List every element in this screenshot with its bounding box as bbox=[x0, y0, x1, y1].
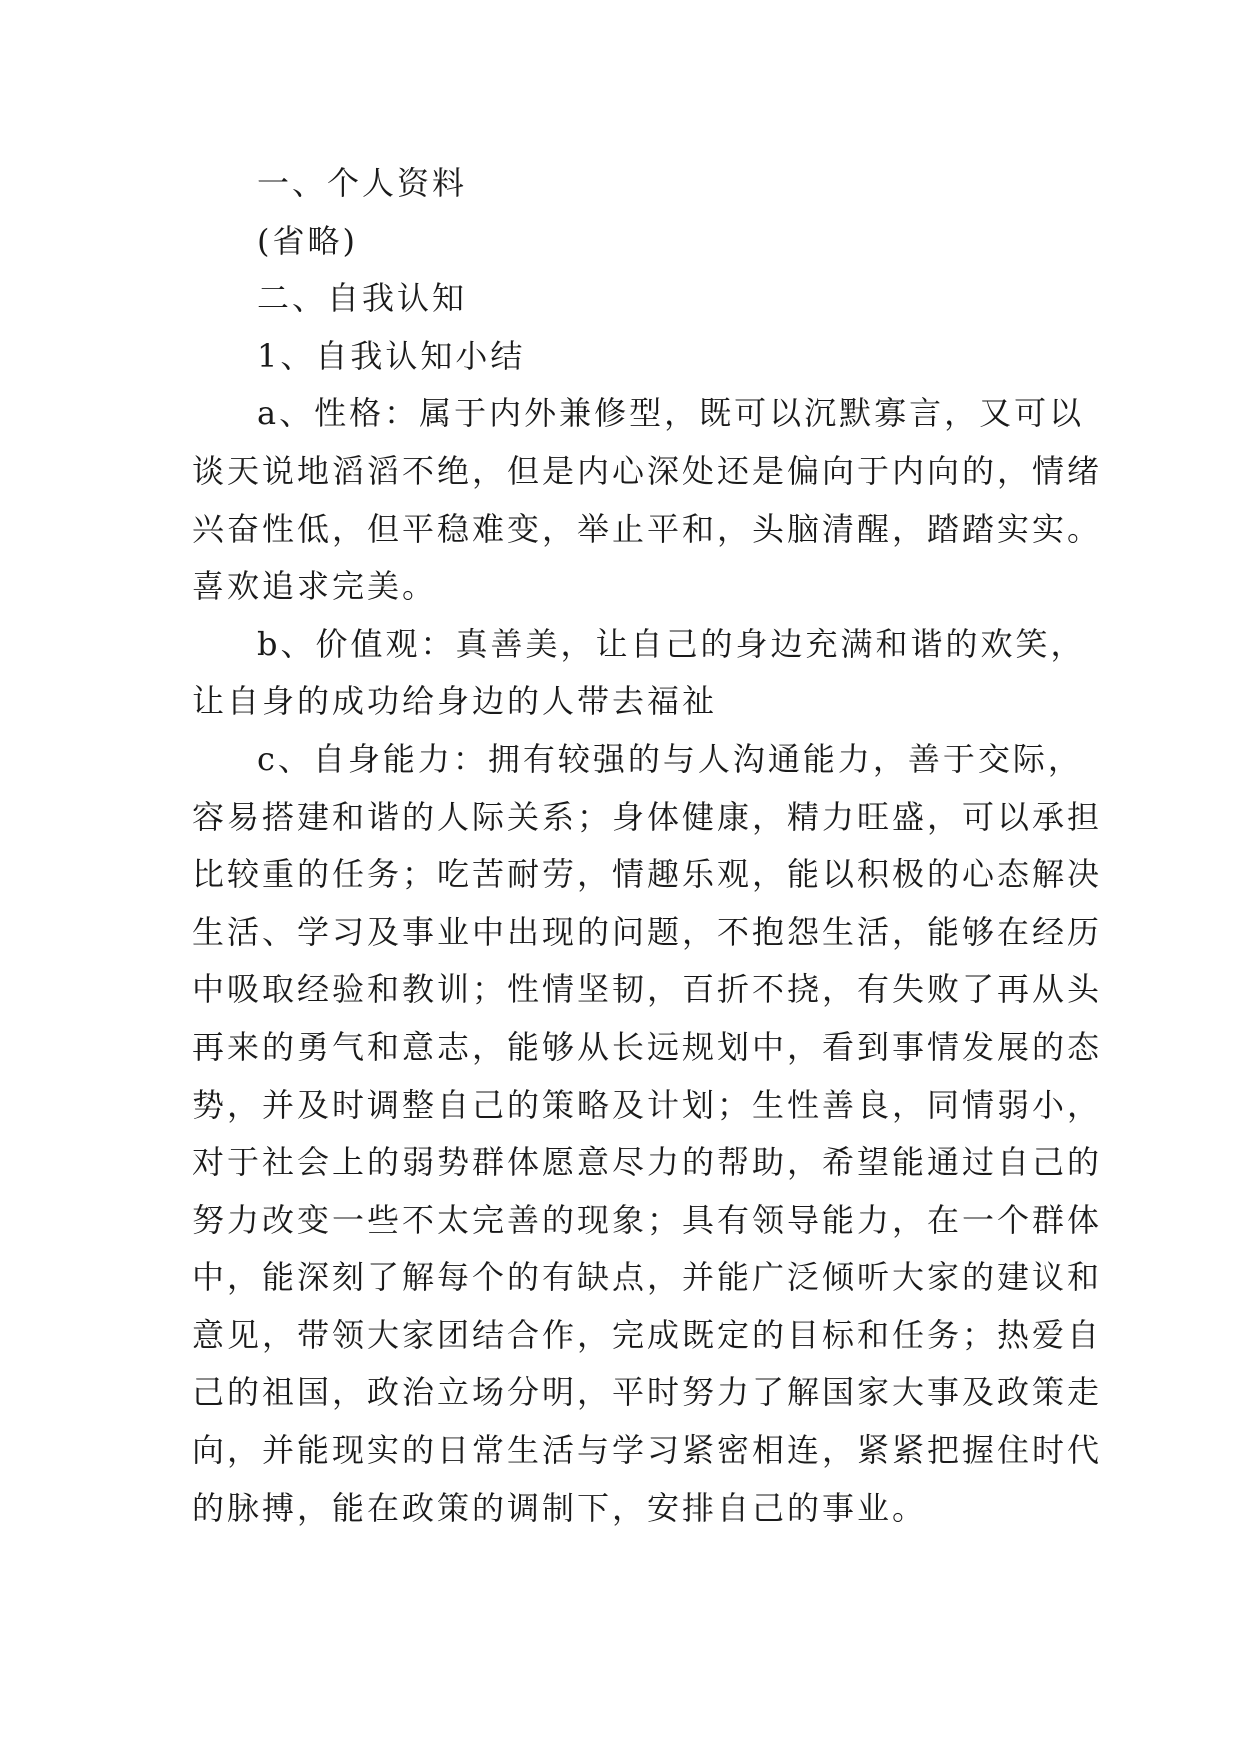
paragraph-line: 势，并及时调整自己的策略及计划；生性善良，同情弱小， bbox=[192, 1085, 1103, 1124]
paragraph-line: 中吸取经验和教训；性情坚韧，百折不挠，有失败了再从头 bbox=[192, 970, 1103, 1009]
paragraph-line: 意见，带领大家团结合作，完成既定的目标和任务；热爱自 bbox=[192, 1315, 1103, 1354]
paragraph-line: 努力改变一些不太完善的现象；具有领导能力，在一个群体 bbox=[192, 1200, 1103, 1239]
paragraph-line: 再来的勇气和意志，能够从长远规划中，看到事情发展的态 bbox=[192, 1027, 1103, 1066]
paragraph-line: 比较重的任务；吃苦耐劳，情趣乐观，能以积极的心态解决 bbox=[192, 855, 1103, 894]
omitted-note: (省略) bbox=[257, 221, 358, 260]
paragraph-line: 对于社会上的弱势群体愿意尽力的帮助，希望能通过自己的 bbox=[192, 1143, 1103, 1182]
section-heading-self-awareness: 二、自我认知 bbox=[257, 279, 468, 318]
paragraph-line: 兴奋性低，但平稳难变，举止平和，头脑清醒，踏踏实实。 bbox=[192, 509, 1103, 548]
paragraph-personality bbox=[192, 385, 1103, 615]
paragraph-line: 中，能深刻了解每个的有缺点，并能广泛倾听大家的建议和 bbox=[192, 1258, 1103, 1297]
paragraph-line: 的脉搏，能在政策的调制下，安排自己的事业。 bbox=[192, 1488, 928, 1527]
subsection-heading-summary: 1、自我认知小结 bbox=[257, 336, 526, 375]
paragraph-line: c、自身能力：拥有较强的与人沟通能力，善于交际， bbox=[257, 739, 1083, 778]
paragraph-line: 生活、学习及事业中出现的问题，不抱怨生活，能够在经历 bbox=[192, 912, 1103, 951]
paragraph-line: 向，并能现实的日常生活与学习紧密相连，紧紧把握住时代 bbox=[192, 1431, 1103, 1470]
paragraph-line: 谈天说地滔滔不绝，但是内心深处还是偏向于内向的，情绪 bbox=[192, 451, 1103, 490]
paragraph-values bbox=[192, 616, 1086, 731]
paragraph-line: 让自身的成功给身边的人带去福祉 bbox=[192, 682, 718, 721]
paragraph-line: 己的祖国，政治立场分明，平时努力了解国家大事及政策走 bbox=[192, 1373, 1103, 1412]
section-heading-personal-info: 一、个人资料 bbox=[257, 164, 468, 202]
paragraph-line: a、性格：属于内外兼修型，既可以沉默寡言，又可以 bbox=[257, 394, 1085, 433]
paragraph-abilities bbox=[192, 731, 1103, 1537]
paragraph-line: b、价值观：真善美，让自己的身边充满和谐的欢笑， bbox=[257, 624, 1086, 663]
paragraph-line: 喜欢追求完美。 bbox=[192, 567, 438, 606]
paragraph-line: 容易搭建和谐的人际关系；身体健康，精力旺盛，可以承担 bbox=[192, 797, 1103, 836]
document-body bbox=[192, 155, 1103, 1537]
